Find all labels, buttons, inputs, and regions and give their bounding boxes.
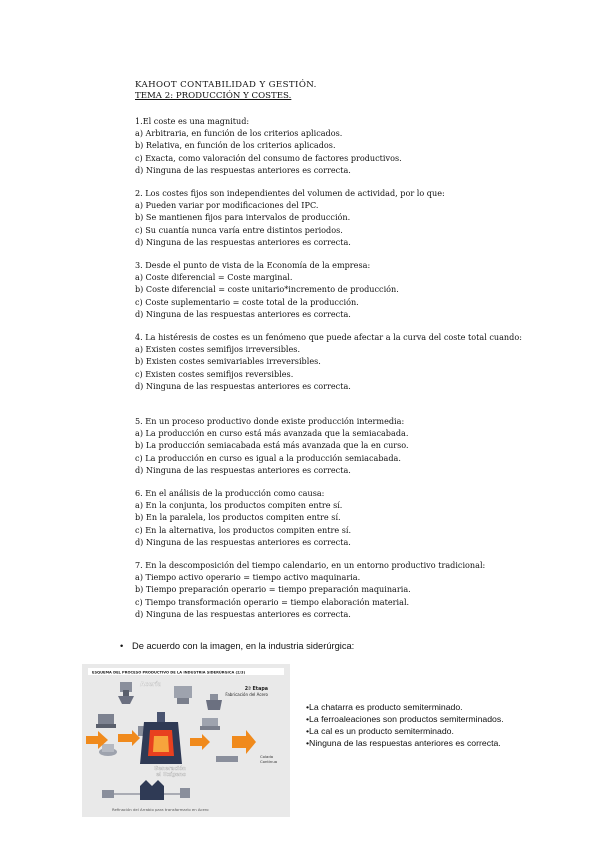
option-d: d) Ninguna de las respuestas anteriores es correcta. <box>135 464 351 475</box>
page-title: KAHOOT CONTABILIDAD Y GESTIÓN. <box>135 80 317 90</box>
option-d: d) Ninguna de las respuestas anteriores es correcta. <box>135 236 351 247</box>
diagram-label-continua: Continua <box>260 759 278 764</box>
question-1 <box>135 115 545 176</box>
question-7 <box>135 559 545 620</box>
question-text: 3. Desde el punto de vista de la Economía de la empresa: <box>135 260 371 270</box>
option-c: c) Tiempo transformación operario = tiempo elaboración material. <box>135 596 410 607</box>
diagram-label-aceria: Acería <box>140 681 162 688</box>
diagram-stage-sub: Fabricación del Acero <box>225 692 268 697</box>
option-c: •La cal es un producto semiterminado. <box>306 726 454 737</box>
option-c: c) Coste suplementario = coste total de la producción. <box>135 296 359 307</box>
option-c: c) Su cuantía nunca varía entre distintos periodos. <box>135 224 343 235</box>
diagram-label-colada: Colada <box>260 754 274 759</box>
question-8-text <box>120 641 354 651</box>
question-2 <box>135 187 545 248</box>
option-c: c) En la alternativa, los productos compiten entre sí. <box>135 524 352 535</box>
option-b: b) La producción semiacabada está más avanzada que la en curso. <box>135 440 409 451</box>
page-subtitle: TEMA 2: PRODUCCIÓN Y COSTES. <box>135 91 292 101</box>
option-c: c) La producción en curso es igual a la producción semiacabada. <box>135 452 401 463</box>
option-b: b) Relativa, en función de los criterios aplicados. <box>135 140 336 151</box>
option-a: •La chatarra es producto semiterminado. <box>306 702 463 712</box>
option-b: b) Existen costes semivariables irreversibles. <box>135 356 321 367</box>
option-b: b) Coste diferencial = coste unitario*incremento de producción. <box>135 284 399 295</box>
caster-icon <box>200 718 220 730</box>
diagram-title: ESQUEMA DEL PROCESO PRODUCTIVO DE LA INDUSTRIA SIDERÚRGICA (2/3) <box>92 670 246 675</box>
option-d: d) Ninguna de las respuestas anteriores es correcta. <box>135 536 351 547</box>
question-text: 4. La histéresis de costes es un fenómeno que puede afectar a la curva del coste total cuando: <box>135 332 522 342</box>
steel-process-diagram <box>82 664 290 817</box>
question-8-label: De acuerdo con la imagen, en la industria siderúrgica: <box>132 641 355 651</box>
option-c: c) Existen costes semifijos reversibles. <box>135 368 294 379</box>
diagram-caption: Refinación del Arrabio para transformarlo en Acero <box>112 807 209 812</box>
question-5 <box>135 415 545 476</box>
option-a: a) Existen costes semifijos irreversibles. <box>135 344 301 355</box>
scrap-icon <box>96 714 116 728</box>
question-text: 1.El coste es una magnitud: <box>135 116 250 126</box>
diagram-label-generator: Generación <box>154 766 186 772</box>
option-d: d) Ninguna de las respuestas anteriores es correcta. <box>135 308 351 319</box>
question-text: 2. Los costes fijos son independientes del volumen de actividad, por lo que: <box>135 188 445 198</box>
diagram-label-oxigeno: el Oxígeno <box>156 772 186 778</box>
option-b: b) Se mantienen fijos para intervalos de producción. <box>135 212 351 223</box>
question-4 <box>135 331 545 392</box>
option-a: a) Arbitraria, en función de los criterios aplicados. <box>135 128 343 139</box>
option-b: b) En la paralela, los productos compiten entre sí. <box>135 512 341 523</box>
slab-icon <box>216 756 238 762</box>
option-b: •La ferroaleaciones son productos semiterminados. <box>306 714 504 725</box>
option-b: b) Tiempo preparación operario = tiempo preparación maquinaria. <box>135 584 411 595</box>
question-text: 5. En un proceso productivo donde existe producción intermedia: <box>135 416 405 426</box>
diagram-illustration <box>82 664 290 817</box>
bullet-icon: • <box>120 641 124 651</box>
question-6 <box>135 487 545 548</box>
question-text: 6. En el análisis de la producción como causa: <box>135 488 325 498</box>
option-a: a) Pueden variar por modificaciones del IPC. <box>135 200 319 211</box>
option-a: a) Coste diferencial = Coste marginal. <box>135 272 293 283</box>
option-d: d) Ninguna de las respuestas anteriores es correcta. <box>135 608 351 619</box>
option-a: a) La producción en curso está más avanzada que la semiacabada. <box>135 428 409 439</box>
option-c: c) Exacta, como valoración del consumo de factores productivos. <box>135 152 402 163</box>
question-8-options <box>306 701 504 749</box>
diagram-stage: 2ª Etapa <box>244 687 268 692</box>
question-3 <box>135 259 545 320</box>
option-d: d) Ninguna de las respuestas anteriores es correcta. <box>135 380 351 391</box>
question-text: 7. En la descomposición del tiempo calendario, en un entorno productivo tradicional: <box>135 560 486 570</box>
option-a: a) Tiempo activo operario = tiempo activo maquinaria. <box>135 572 361 583</box>
option-d: d) Ninguna de las respuestas anteriores es correcta. <box>135 164 351 175</box>
option-a: a) En la conjunta, los productos compiten entre sí. <box>135 500 343 511</box>
option-d: •Ninguna de las respuestas anteriores es correcta. <box>306 738 501 749</box>
